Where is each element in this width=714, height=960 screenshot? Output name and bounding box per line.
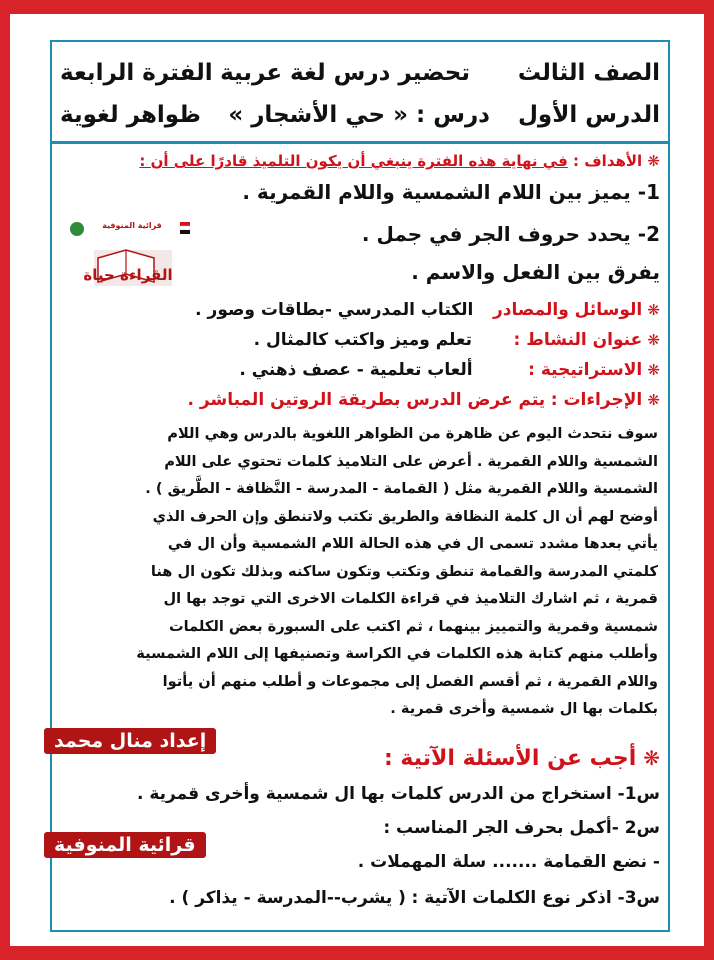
paragraph-line: سوف نتحدث اليوم عن ظاهرة من الظواهر اللغوية بالدرس وهي اللام	[167, 425, 658, 442]
paragraph-line: قمرية ، ثم اشارك التلاميذ في قراءة الكلمات الاخرى التي توجد بها ال	[163, 590, 658, 607]
grade-label: الصف الثالث	[517, 60, 660, 86]
objectives-title: الأهداف :	[573, 152, 643, 170]
lesson-number: الدرس الأول	[517, 102, 660, 128]
objectives-heading	[58, 152, 660, 170]
questions-title: أجب عن الأسئلة الآتية :	[383, 746, 637, 771]
paragraph-line: أوضح لهم أن ال كلمة النظافة والطريق تكتب ولاتنطق وإن الحرف الذي	[152, 507, 658, 525]
objectives-intro: في نهاية هذه الفترة ينبغي أن يكون التلميذ قادرًا على أن :	[139, 152, 568, 170]
document-sheet	[50, 40, 670, 932]
page-frame	[10, 14, 704, 946]
lesson-header	[52, 42, 668, 144]
star-icon: ❋	[642, 301, 660, 319]
question-3-words: ( يشرب--المدرسة - يذاكر ) .	[169, 888, 406, 908]
star-icon: ❋	[636, 746, 660, 770]
paragraph-line: شمسية وقمرية والتمييز بينهما ، ثم اكتب على السبورة بعض الكلمات	[169, 617, 658, 635]
logo-top-text: قرائية المنوفية	[102, 221, 162, 230]
paragraph-line: وأطلب منهم كتابة هذه الكلمات في الكراسة وتصنيفها إلى اللام الشمسية	[136, 645, 658, 662]
activity-label: عنوان النشاط :	[513, 330, 643, 350]
question-2: س2 -أكمل بحرف الجر المناسب :	[383, 818, 660, 838]
lesson-title-label: درس :	[416, 102, 490, 128]
star-icon: ❋	[642, 391, 660, 409]
question-2-blank: - نضع القمامة ....... سلة المهملات .	[357, 852, 660, 872]
paragraph-line: الشمسية واللام القمرية . أعرض على التلاميذ كلمات تحتوي على اللام	[164, 452, 658, 470]
question-3-label: س3- اذكر نوع الكلمات الآتية :	[411, 888, 660, 908]
lesson-topic: ظواهر لغوية	[60, 102, 201, 128]
objective-item: 1- يميز بين اللام الشمسية واللام القمرية .	[242, 180, 660, 204]
objective-item: 2- يحدد حروف الجر في جمل .	[361, 222, 660, 246]
paragraph-line: كلمتي المدرسة والقمامة تنطق وتكتب وتكون ساكنه وبذلك تكون ال هنا	[150, 562, 658, 580]
activity-row	[58, 330, 660, 350]
procedures-row	[58, 390, 660, 410]
paragraph-line: واللام القمرية ، ثم أقسم الفصل إلى مجموعات و أطلب منهم أن يأتوا	[162, 672, 658, 690]
strategy-label: الاستراتيجية :	[528, 360, 643, 380]
paragraph-line: بكلمات بها ال شمسية وأخرى قمرية .	[390, 700, 658, 717]
lesson-title: « حي الأشجار »	[228, 102, 408, 128]
star-icon: ❋	[642, 152, 660, 170]
logo-bottom-text: القراءة حياة	[83, 266, 173, 284]
lesson-paragraph	[60, 420, 658, 723]
strategy-value: ألعاب تعلمية - عصف ذهني .	[239, 360, 473, 380]
side-badge: قرائية المنوفية	[44, 832, 206, 858]
question-1: س1- استخراج من الدرس كلمات بها ال شمسية وأخرى قمرية .	[136, 784, 660, 804]
paragraph-line: يأتي بعدها مشدد تسمى ال في هذه الحالة اللام الشمسية وأن ال في	[167, 535, 658, 552]
strategy-row	[58, 360, 660, 380]
question-3	[58, 888, 660, 908]
author-badge: إعداد منال محمد	[44, 728, 216, 754]
procedures-label: الإجراءات :	[550, 390, 643, 410]
star-icon: ❋	[642, 361, 660, 379]
qiraeya-logo	[64, 214, 192, 294]
objective-item: يفرق بين الفعل والاسم .	[411, 260, 660, 284]
term-label: الفترة الرابعة	[60, 60, 213, 86]
activity-value: تعلم وميز واكتب كالمثال .	[253, 330, 472, 350]
procedures-value: يتم عرض الدرس بطريقة الروتين المباشر .	[187, 390, 546, 410]
resources-value: الكتاب المدرسي -بطاقات وصور .	[195, 300, 474, 320]
paragraph-line: الشمسية واللام القمرية مثل ( القمامة - المدرسة - النَّظافة - الطَّريق ) .	[145, 480, 658, 497]
lesson-subject: تحضير درس لغة عربية	[220, 60, 470, 86]
resources-row	[58, 300, 660, 320]
questions-heading	[58, 746, 660, 771]
star-icon: ❋	[642, 331, 660, 349]
resources-label: الوسائل والمصادر	[492, 300, 643, 320]
